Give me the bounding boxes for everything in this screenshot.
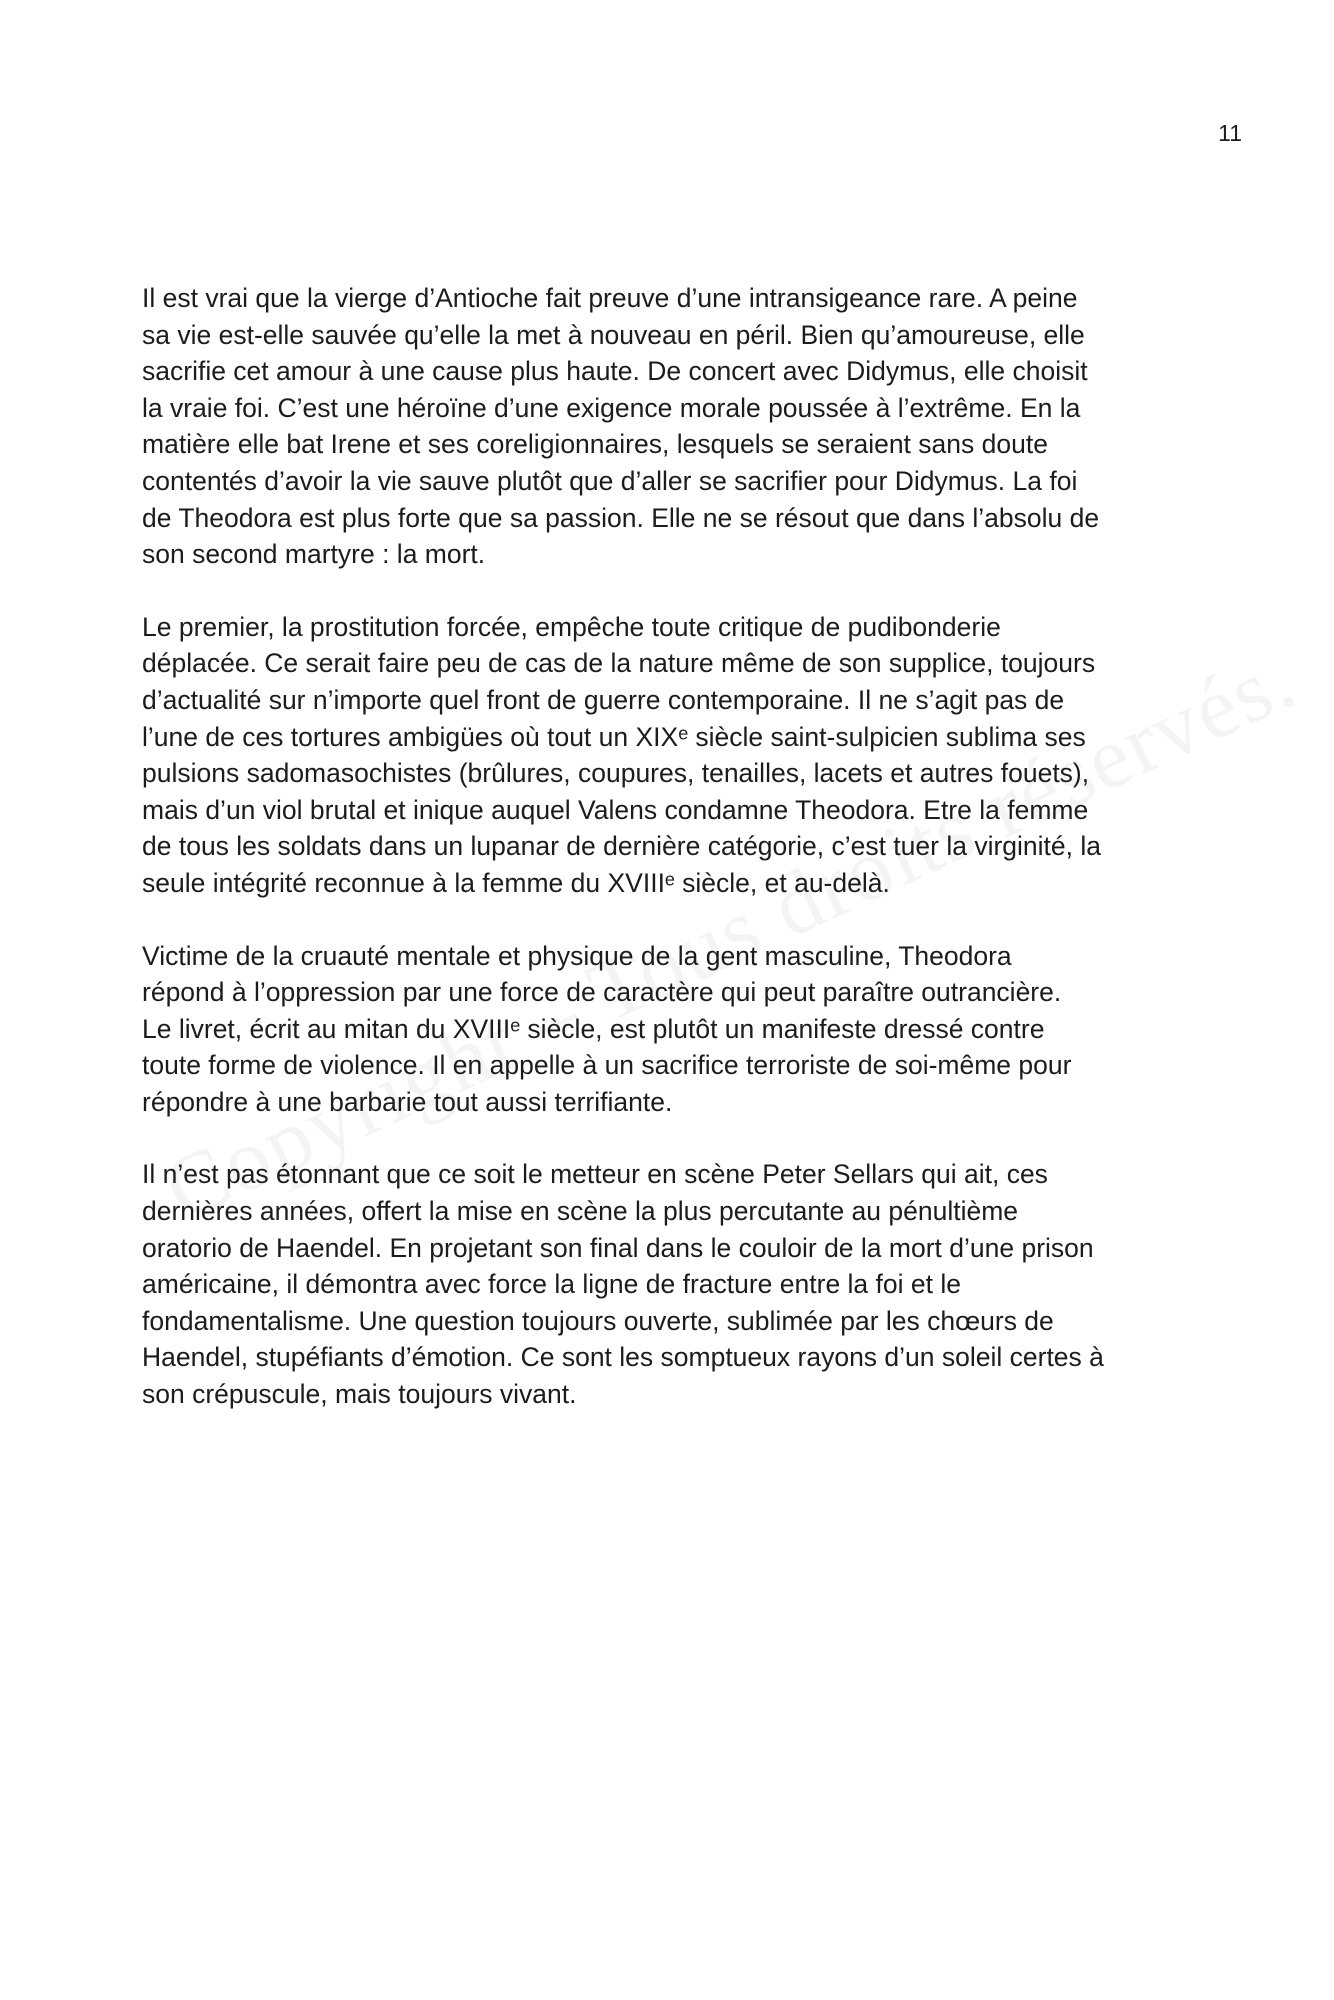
text-line: son crépuscule, mais toujours vivant. xyxy=(142,1379,577,1410)
text-line: sa vie est-elle sauvée qu’elle la met à nouveau en péril. Bien qu’amoureuse, elle xyxy=(142,319,1085,350)
text-line: Il est vrai que la vierge d’Antioche fait preuve d’une intransigeance rare. A peine xyxy=(142,283,1078,313)
text-line: Le premier, la prostitution forcée, empêche toute critique de pudibonderie xyxy=(142,611,1001,642)
text-line: pulsions sadomasochistes (brûlures, coupures, tenailles, lacets et autres fouets), xyxy=(142,758,1090,789)
text-line: l’une de ces tortures ambigües où tout un XIXᵉ siècle saint-sulpicien sublima ses xyxy=(142,721,1086,752)
text-line: répondre à une barbarie tout aussi terrifiante. xyxy=(142,1086,673,1117)
text-line: matière elle bat Irene et ses coreligionnaires, lesquels se seraient sans doute xyxy=(142,429,1048,460)
text-line: la vraie foi. C’est une héroïne d’une exigence morale poussée à l’extrême. En la xyxy=(142,392,1081,423)
text-line: son second martyre : la mort. xyxy=(142,539,486,570)
text-line: de tous les soldats dans un lupanar de dernière catégorie, c’est tuer la virginité, la xyxy=(142,831,1101,862)
text-line: répond à l’oppression par une force de caractère qui peut paraître outrancière. xyxy=(142,977,1062,1008)
text-line: oratorio de Haendel. En projetant son final dans le couloir de la mort d’une prison xyxy=(142,1232,1094,1263)
text-line: fondamentalisme. Une question toujours ouverte, sublimée par les chœurs de xyxy=(142,1305,1054,1336)
paragraph xyxy=(142,609,1202,902)
text-line: américaine, il démontra avec force la ligne de fracture entre la foi et le xyxy=(142,1269,961,1300)
text-line: Victime de la cruauté mentale et physique de la gent masculine, Theodora xyxy=(142,940,1012,971)
body-text xyxy=(142,280,1202,1449)
text-line: toute forme de violence. Il en appelle à un sacrifice terroriste de soi-même pour xyxy=(142,1050,1072,1081)
paragraph xyxy=(142,1156,1202,1412)
text-line: Le livret, écrit au mitan du XVIIIᵉ siècle, est plutôt un manifeste dressé contre xyxy=(142,1013,1045,1044)
paragraph xyxy=(142,938,1202,1121)
text-line: d’actualité sur n’importe quel front de guerre contemporaine. Il ne s’agit pas de xyxy=(142,684,1065,715)
page-number: 11 xyxy=(1218,120,1242,146)
text-line: déplacée. Ce serait faire peu de cas de la nature même de son supplice, toujours xyxy=(142,648,1096,679)
text-line: Il n’est pas étonnant que ce soit le metteur en scène Peter Sellars qui ait, ces xyxy=(142,1159,1048,1190)
text-line: contentés d’avoir la vie sauve plutôt que d’aller se sacrifier pour Didymus. La foi xyxy=(142,465,1078,496)
text-line: dernières années, offert la mise en scène la plus percutante au pénultième xyxy=(142,1196,1019,1227)
text-line: de Theodora est plus forte que sa passion. Elle ne se résout que dans l’absolu de xyxy=(142,502,1100,533)
text-line: sacrifie cet amour à une cause plus haute. De concert avec Didymus, elle choisit xyxy=(142,356,1088,387)
paragraph xyxy=(142,280,1202,573)
text-line: seule intégrité reconnue à la femme du XVIIIᵉ siècle, et au-delà. xyxy=(142,867,890,898)
text-line: mais d’un viol brutal et inique auquel Valens condamne Theodora. Etre la femme xyxy=(142,794,1089,825)
text-line: Haendel, stupéfiants d’émotion. Ce sont les somptueux rayons d’un soleil certes à xyxy=(142,1342,1104,1373)
